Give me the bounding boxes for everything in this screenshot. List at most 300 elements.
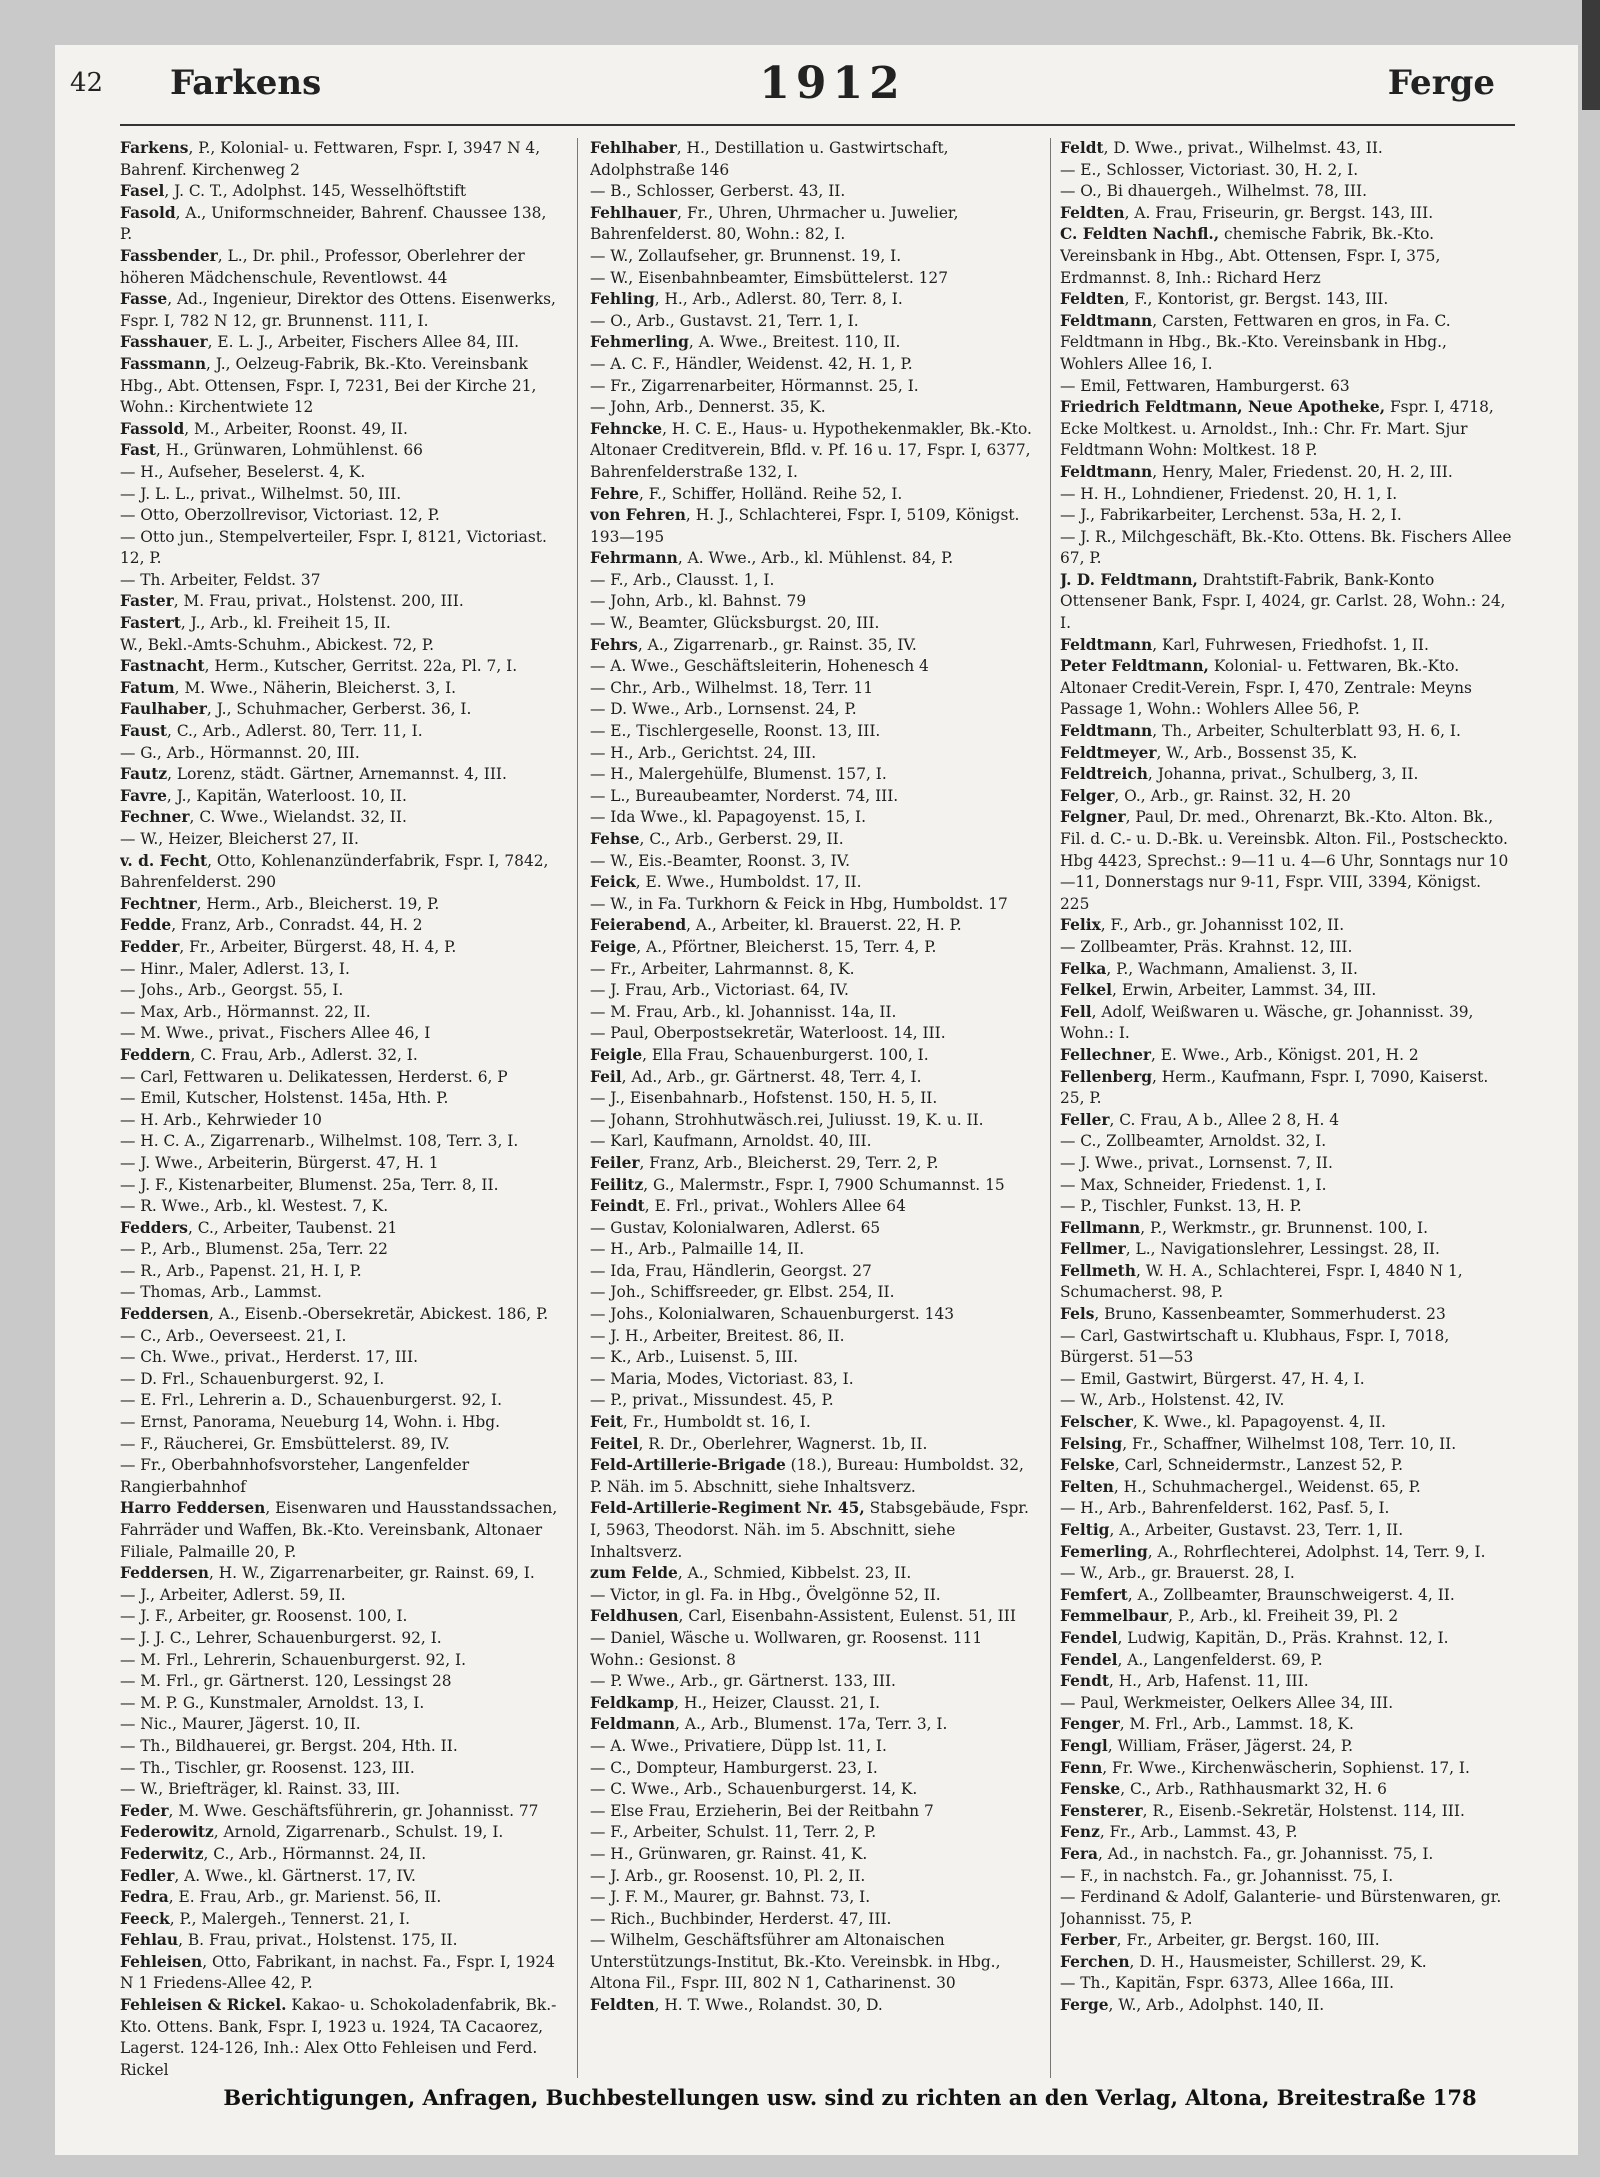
entry-details: — Johs., Arb., Georgst. 55, I. xyxy=(120,981,344,1000)
entry-surname: Fehleisen & Rickel. xyxy=(120,1996,287,2015)
entry-surname: Fedder xyxy=(120,937,180,956)
entry-details: — Carl, Gastwirtschaft u. Klubhaus, Fspr. I, 7018, Bürgerst. 51—53 xyxy=(1060,1326,1450,1367)
entry-details: , M., Arbeiter, Roonst. 49, II. xyxy=(184,419,408,438)
entry-details: — J. F., Arbeiter, gr. Roosenst. 100, I. xyxy=(120,1607,408,1626)
directory-entry xyxy=(120,1196,560,1218)
directory-entry xyxy=(120,699,560,721)
directory-entry xyxy=(590,1563,1040,1585)
directory-entry xyxy=(1060,635,1515,657)
entry-details: — H. Arb., Kehrwieder 10 xyxy=(120,1110,322,1129)
directory-entry xyxy=(590,786,1040,808)
directory-entry xyxy=(120,1218,560,1240)
entry-details: , Fr., Uhren, Uhrmacher u. Juwelier, Bahrenfelderst. 80, Wohn.: 82, I. xyxy=(590,203,959,244)
directory-entry xyxy=(120,851,560,894)
entry-surname: Fedler xyxy=(120,1866,175,1885)
directory-entry xyxy=(1060,484,1515,506)
entry-surname: Felsing xyxy=(1060,1434,1123,1453)
directory-entry xyxy=(590,959,1040,981)
directory-entry xyxy=(590,894,1040,916)
entry-surname: Fehrs xyxy=(590,635,638,654)
entry-details: , Paul, Dr. med., Ohrenarzt, Bk.-Kto. Alton. Bk., Fil. d. C.- u. D.-Bk. u. Vereinsbk. Alton. Fil., Postscheckto. Hbg 4423, Sprechst.: 9—11 u. 4—6 Uhr, Sonntags nur 10—11, Donnerstags nur 9-11, Fspr. VIII, 3394, Königst. 225 xyxy=(1060,808,1509,913)
entry-details: — K., Arb., Luisenst. 5, III. xyxy=(590,1348,799,1367)
directory-entry xyxy=(590,915,1040,937)
entry-details: — C., Dompteur, Hamburgerst. 23, I. xyxy=(590,1758,878,1777)
directory-entry xyxy=(1060,1326,1515,1369)
entry-surname: Feld-Artillerie-Regiment Nr. 45, xyxy=(590,1499,865,1518)
directory-entry xyxy=(1060,786,1515,808)
directory-entry xyxy=(1060,462,1515,484)
entry-details: , Ad., Ingenieur, Direktor des Ottens. Eisenwerks, Fspr. I, 782 N 12, gr. Brunnenst. 111, I. xyxy=(120,290,556,330)
entry-details: , Fr., Schaffner, Wilhelmst 108, Terr. 10, II. xyxy=(1122,1434,1457,1453)
entry-surname: v. d. Fecht xyxy=(120,851,208,870)
entry-details: — R., Arb., Papenst. 21, H. I, P. xyxy=(120,1261,362,1280)
entry-details: — J. Wwe., Arbeiterin, Bürgerst. 47, H. 1 xyxy=(120,1153,439,1172)
entry-surname: Feldtmann xyxy=(1060,462,1153,481)
entry-details: — H., Grünwaren, gr. Rainst. 41, K. xyxy=(590,1844,868,1863)
entry-details: , P., Malergeh., Tennerst. 21, I. xyxy=(169,1909,410,1928)
entry-details: — Fr., Arbeiter, Lahrmannst. 8, K. xyxy=(590,959,855,978)
entry-details: , H., Schuhmachergel., Weidenst. 65, P. xyxy=(1113,1477,1421,1496)
directory-entry xyxy=(120,462,560,484)
entry-details: — Victor, in gl. Fa. in Hbg., Övelgönne 52, II. xyxy=(590,1585,941,1604)
entry-details: — Fr., Zigarrenarbeiter, Hörmannst. 25, I. xyxy=(590,376,919,395)
entry-surname: Felscher xyxy=(1060,1413,1133,1432)
entry-details: — F., in nachstch. Fa., gr. Johannisst. 75, I. xyxy=(1060,1866,1394,1885)
entry-details: chemische Fabrik, Bk.-Kto. Vereinsbank in Hbg., Abt. Ottensen, Fspr. I, 375, Erdmannst. 8, Inh.: Richard Herz xyxy=(1060,225,1441,287)
entry-details: , E. Wwe., Humboldst. 17, II. xyxy=(635,873,862,892)
directory-entry xyxy=(120,1563,560,1585)
entry-details: — H., Aufseher, Beselerst. 4, K. xyxy=(120,462,366,481)
entry-details: , Fr., Humboldt st. 16, I. xyxy=(622,1413,811,1432)
directory-entry xyxy=(590,1693,1040,1715)
entry-details: , D. H., Hausmeister, Schillerst. 29, K. xyxy=(1129,1952,1427,1971)
entry-surname: Feick xyxy=(590,873,636,892)
directory-entry xyxy=(1060,959,1515,981)
entry-surname: Feldkamp xyxy=(590,1693,675,1712)
entry-details: Drahtstift-Fabrik, Bank-Konto Ottensener Bank, Fspr. I, 4024, gr. Carlst. 28, Wohn.: 24, I. xyxy=(1060,570,1506,633)
entry-details: — M. Frl., Lehrerin, Schauenburgerst. 92, I. xyxy=(120,1650,466,1669)
directory-entry xyxy=(590,1606,1040,1628)
directory-entry xyxy=(590,419,1040,484)
entry-details: , A. Wwe., Breitest. 110, II. xyxy=(688,333,901,352)
entry-details: Stabsgebäude, Fspr. I, 5963, Theodorst. Näh. im 5. Abschnitt, siehe Inhaltsverz. xyxy=(590,1499,1029,1561)
entry-surname: Fenger xyxy=(1060,1715,1120,1734)
entry-details: — H., Malergehülfe, Blumenst. 157, I. xyxy=(590,765,887,784)
entry-details: — Ch. Wwe., privat., Herderst. 17, III. xyxy=(120,1348,418,1367)
directory-entry xyxy=(590,872,1040,894)
directory-entry xyxy=(590,484,1040,506)
entry-details: — Johs., Kolonialwaren, Schauenburgerst. 143 xyxy=(590,1305,955,1324)
directory-entry xyxy=(1060,203,1515,225)
entry-details: — H., Arb., Palmaille 14, II. xyxy=(590,1240,805,1259)
directory-entry xyxy=(1060,1650,1515,1672)
entry-details: — Th. Arbeiter, Feldst. 37 xyxy=(120,570,321,589)
entry-details: , W. H. A., Schlachterei, Fspr. I, 4840 N 1, Schumacherst. 98, P. xyxy=(1060,1261,1463,1302)
entry-details: , J. C. T., Adolphst. 145, Wesselhöftstift xyxy=(164,182,466,201)
directory-entry xyxy=(590,1326,1040,1348)
directory-entry xyxy=(590,1369,1040,1391)
entry-details: , C. Wwe., Wielandst. 32, II. xyxy=(189,808,407,827)
directory-entry xyxy=(1060,1196,1515,1218)
entry-details: , A., Schmied, Kibbelst. 23, II. xyxy=(677,1564,912,1583)
directory-entry xyxy=(120,656,560,678)
directory-entry xyxy=(120,570,560,592)
directory-entry xyxy=(1060,1952,1515,1974)
entry-details: — E. Frl., Lehrerin a. D., Schauenburgerst. 92, I. xyxy=(120,1391,502,1410)
entry-details: — Ida Wwe., kl. Papagoyenst. 15, I. xyxy=(590,808,867,827)
entry-details: , P., Arb., kl. Freiheit 39, Pl. 2 xyxy=(1168,1607,1399,1626)
directory-entry xyxy=(120,138,560,181)
directory-entry xyxy=(590,1067,1040,1089)
entry-surname: Fenz xyxy=(1060,1823,1100,1842)
directory-entry xyxy=(120,1347,560,1369)
entry-details: , O., Arb., gr. Rainst. 32, H. 20 xyxy=(1114,786,1351,805)
entry-details: — Emil, Fettwaren, Hamburgerst. 63 xyxy=(1060,376,1350,395)
entry-details: — J. Arb., gr. Roosenst. 10, Pl. 2, II. xyxy=(590,1866,866,1885)
directory-entry xyxy=(120,354,560,419)
entry-details: — O., Bi dhauergeh., Wilhelmst. 78, III. xyxy=(1060,182,1367,201)
entry-details: — Carl, Fettwaren u. Delikatessen, Herderst. 6, P xyxy=(120,1067,508,1086)
directory-entry xyxy=(1060,1844,1515,1866)
entry-details: , Karl, Fuhrwesen, Friedhofst. 1, II. xyxy=(1152,635,1429,654)
entry-details: — Otto jun., Stempelverteiler, Fspr. I, 8121, Victoriast. 12, P. xyxy=(120,527,547,568)
entry-details: — M. Frau, Arb., kl. Johannisst. 14a, II. xyxy=(590,1002,897,1021)
entry-details: — Hinr., Maler, Adlerst. 13, I. xyxy=(120,959,350,978)
entry-details: , Herm., Kaufmann, Fspr. I, 7090, Kaiserst. 25, P. xyxy=(1060,1067,1489,1108)
entry-details: — Max, Arb., Hörmannst. 22, II. xyxy=(120,1002,371,1021)
entry-details: — J., Fabrikarbeiter, Lerchenst. 53a, H. 2, I. xyxy=(1060,506,1402,525)
directory-entry xyxy=(590,699,1040,721)
entry-details: — F., Räucherei, Gr. Emsbüttelerst. 89, IV. xyxy=(120,1434,450,1453)
entry-surname: Fehre xyxy=(590,484,639,503)
directory-entry xyxy=(120,1866,560,1888)
directory-entry xyxy=(1060,1758,1515,1780)
entry-surname: Faster xyxy=(120,592,174,611)
directory-entry xyxy=(1060,1239,1515,1261)
entry-surname: Feilitz xyxy=(590,1175,644,1194)
directory-entry xyxy=(120,1131,560,1153)
directory-entry xyxy=(1060,1218,1515,1240)
directory-entry xyxy=(1060,1973,1515,1995)
entry-surname: Fehmerling xyxy=(590,333,689,352)
directory-entry xyxy=(1060,311,1515,376)
directory-entry xyxy=(1060,807,1515,915)
entry-details: , A., Zigarrenarb., gr. Rainst. 35, IV. xyxy=(637,635,917,654)
entry-details: — W., Arb., gr. Brauerst. 28, I. xyxy=(1060,1564,1295,1583)
directory-entry xyxy=(120,1434,560,1456)
directory-entry xyxy=(1060,1434,1515,1456)
directory-entry xyxy=(120,1758,560,1780)
entry-surname: Fehrmann xyxy=(590,549,678,568)
page-header xyxy=(70,48,1525,118)
entry-surname: Felgner xyxy=(1060,808,1126,827)
directory-entry xyxy=(120,1239,560,1261)
directory-entry xyxy=(120,1779,560,1801)
directory-entry xyxy=(1060,1261,1515,1304)
entry-details: , Adolf, Weißwaren u. Wäsche, gr. Johannisst. 39, Wohn.: I. xyxy=(1060,1002,1474,1043)
directory-entry xyxy=(1060,1671,1515,1693)
entry-details: , K. Wwe., kl. Papagoyenst. 4, II. xyxy=(1132,1413,1386,1432)
entry-details: — M. P. G., Kunstmaler, Arnoldst. 13, I. xyxy=(120,1693,425,1712)
entry-surname: Fellechner xyxy=(1060,1045,1152,1064)
entry-details: , Ad., Arb., gr. Gärtnerst. 48, Terr. 4, I. xyxy=(621,1067,922,1086)
directory-entry xyxy=(1060,505,1515,527)
entry-surname: Feldten xyxy=(1060,203,1125,222)
directory-entry xyxy=(590,1196,1040,1218)
directory-entry xyxy=(1060,1455,1515,1477)
directory-entry xyxy=(120,786,560,808)
entry-surname: Feddersen xyxy=(120,1564,209,1583)
entry-surname: Fedde xyxy=(120,916,172,935)
entry-surname: Feld-Artillerie-Brigade xyxy=(590,1456,786,1475)
entry-details: , A., Zollbeamter, Braunschweigerst. 4, II. xyxy=(1127,1585,1455,1604)
directory-entry xyxy=(120,1369,560,1391)
directory-entry xyxy=(120,1693,560,1715)
entry-details: , Otto, Kohlenanzünderfabrik, Fspr. I, 7842, Bahrenfelderst. 290 xyxy=(120,851,549,892)
entry-details: — Maria, Modes, Victoriast. 83, I. xyxy=(590,1369,854,1388)
directory-entry xyxy=(1060,1866,1515,1888)
entry-details: , P., Wachmann, Amalienst. 3, II. xyxy=(1106,959,1358,978)
directory-entry xyxy=(120,591,560,613)
entry-details: — A. C. F., Händler, Weidenst. 42, H. 1, P. xyxy=(590,354,913,373)
entry-details: — J. J. C., Lehrer, Schauenburgerst. 92, I. xyxy=(120,1628,442,1647)
directory-entry xyxy=(120,1110,560,1132)
entry-details: , A., Arbeiter, kl. Brauerst. 22, H. P. xyxy=(686,916,962,935)
directory-entry xyxy=(120,1822,560,1844)
directory-entry xyxy=(1060,1390,1515,1412)
directory-entry xyxy=(120,203,560,246)
directory-entry xyxy=(120,289,560,332)
entry-details: — Joh., Schiffsreeder, gr. Elbst. 254, II. xyxy=(590,1283,895,1302)
directory-entry xyxy=(120,764,560,786)
entry-surname: Fasold xyxy=(120,203,176,222)
entry-details: — F., Arbeiter, Schulst. 11, Terr. 2, P. xyxy=(590,1823,877,1842)
entry-details: , W., Arb., Adolphst. 140, II. xyxy=(1108,1996,1325,2015)
entry-details: — Else Frau, Erzieherin, Bei der Reitbahn 7 xyxy=(590,1801,934,1820)
directory-entry xyxy=(590,376,1040,398)
directory-entry xyxy=(590,397,1040,419)
entry-surname: Fedra xyxy=(120,1888,169,1907)
directory-entry xyxy=(120,721,560,743)
entry-surname: Femerling xyxy=(1060,1542,1148,1561)
directory-entry xyxy=(1060,656,1515,721)
directory-entry xyxy=(1060,743,1515,765)
directory-entry xyxy=(590,1110,1040,1132)
directory-entry xyxy=(1060,1498,1515,1520)
directory-entry xyxy=(1060,1369,1515,1391)
directory-entry xyxy=(1060,764,1515,786)
directory-entry xyxy=(590,743,1040,765)
entry-details: , Otto, Fabrikant, in nachst. Fa., Fspr. I, 1924 N 1 Friedens-Allee 42, P. xyxy=(120,1952,555,1993)
entry-details: — C., Zollbeamter, Arnoldst. 32, I. xyxy=(1060,1132,1327,1151)
entry-details: , H., Destillation u. Gastwirtschaft, Adolphstraße 146 xyxy=(590,139,949,179)
entry-details: , A., Uniformschneider, Bahrenf. Chaussee 138, P. xyxy=(120,203,547,244)
directory-entry xyxy=(120,181,560,203)
entry-details: — J. Wwe., privat., Lornsenst. 7, II. xyxy=(1060,1153,1333,1172)
directory-entry xyxy=(590,1304,1040,1326)
directory-entry xyxy=(590,1347,1040,1369)
directory-entry xyxy=(590,937,1040,959)
directory-entry xyxy=(1060,527,1515,570)
directory-entry xyxy=(120,1585,560,1607)
directory-entry xyxy=(590,1023,1040,1045)
entry-details: , J., Kapitän, Waterloost. 10, II. xyxy=(166,786,407,805)
entry-surname: Faulhaber xyxy=(120,700,207,719)
directory-entry xyxy=(1060,980,1515,1002)
directory-entry xyxy=(120,1412,560,1434)
directory-entry xyxy=(1060,1304,1515,1326)
entry-details: — Nic., Maurer, Jägerst. 10, II. xyxy=(120,1715,361,1734)
entry-details: — J. F. M., Maurer, gr. Bahnst. 73, I. xyxy=(590,1888,871,1907)
directory-entry xyxy=(590,1218,1040,1240)
entry-details: — P., Tischler, Funkst. 13, H. P. xyxy=(1060,1197,1302,1216)
entry-surname: Feldhusen xyxy=(590,1607,679,1626)
entry-details: , J., Schuhmacher, Gerberst. 36, I. xyxy=(206,700,472,719)
directory-entry xyxy=(120,1714,560,1736)
entry-details: — Wilhelm, Geschäftsführer am Altonaischen Unterstützungs-Institut, Bk.-Kto. Vereinsbk. in Hbg., Altona Fil., Fspr. III, 802 N 1, Catharinenst. 30 xyxy=(590,1931,1001,1993)
entry-details: , C. Frau, A b., Allee 2 8, H. 4 xyxy=(1109,1110,1340,1129)
directory-entry xyxy=(590,311,1040,333)
entry-details: , H. W., Zigarrenarbeiter, gr. Rainst. 69, I. xyxy=(208,1564,535,1583)
directory-entry xyxy=(590,678,1040,700)
entry-details: , J., Oelzeug-Fabrik, Bk.-Kto. Vereinsbank Hbg., Abt. Ottensen, Fspr. I, 7231, Bei der Kirche 21, Wohn.: Kirchentwiete 12 xyxy=(120,354,537,417)
entry-surname: Fautz xyxy=(120,765,168,784)
entry-details: — Johann, Strohhutwäsch.rei, Juliusst. 19, K. u. II. xyxy=(590,1110,984,1129)
entry-surname: Farkens xyxy=(120,139,189,157)
entry-details: , Franz, Arb., Bleicherst. 29, Terr. 2, P. xyxy=(639,1153,939,1172)
directory-entry xyxy=(590,807,1040,829)
entry-details: , L., Dr. phil., Professor, Oberlehrer der höheren Mädchenschule, Reventlowst. 44 xyxy=(120,246,525,287)
entry-details: , C., Arb., Adlerst. 80, Terr. 11, I. xyxy=(167,722,423,741)
directory-entry xyxy=(590,1175,1040,1197)
directory-entry xyxy=(590,246,1040,268)
directory-entry xyxy=(120,1671,560,1693)
entry-surname: Fast xyxy=(120,441,156,460)
directory-entry xyxy=(120,1952,560,1995)
directory-entry xyxy=(590,570,1040,592)
directory-entry xyxy=(590,1866,1040,1888)
entry-details: , Johanna, privat., Schulberg, 3, II. xyxy=(1147,765,1419,784)
directory-entry xyxy=(120,959,560,981)
entry-details: — D. Frl., Schauenburgerst. 92, I. xyxy=(120,1369,385,1388)
entry-surname: Feldtmann xyxy=(1060,635,1153,654)
directory-entry xyxy=(590,1239,1040,1261)
entry-details: , D. Wwe., privat., Wilhelmst. 43, II. xyxy=(1103,139,1383,157)
entry-surname: Feiler xyxy=(590,1153,640,1172)
entry-surname: Felka xyxy=(1060,959,1107,978)
entry-details: — J. R., Milchgeschäft, Bk.-Kto. Ottens. Bk. Fischers Allee 67, P. xyxy=(1060,527,1512,568)
entry-details: — L., Bureaubeamter, Norderst. 74, III. xyxy=(590,786,899,805)
entry-surname: Fasshauer xyxy=(120,333,208,352)
directory-entry xyxy=(590,613,1040,635)
entry-details: — O., Arb., Gustavst. 21, Terr. 1, I. xyxy=(590,311,859,330)
entry-surname: Fendel xyxy=(1060,1650,1118,1669)
entry-details: , A. Wwe., kl. Gärtnerst. 17, IV. xyxy=(174,1866,416,1885)
entry-details: , F., Schiffer, Holländ. Reihe 52, I. xyxy=(638,484,903,503)
entry-surname: Fedders xyxy=(120,1218,188,1237)
directory-entry xyxy=(120,1023,560,1045)
entry-details: — Th., Tischler, gr. Roosenst. 123, III. xyxy=(120,1758,415,1777)
entry-surname: Fehling xyxy=(590,290,655,309)
directory-entry xyxy=(1060,1520,1515,1542)
directory-entry xyxy=(1060,1477,1515,1499)
entry-details: — M. Frl., gr. Gärtnerst. 120, Lessingst 28 xyxy=(120,1672,452,1691)
entry-details: — Daniel, Wäsche u. Wollwaren, gr. Roosenst. 111 Wohn.: Gesionst. 8 xyxy=(590,1628,983,1669)
entry-details: , M. Wwe., Näherin, Bleicherst. 3, I. xyxy=(174,678,457,697)
entry-details: — C., Arb., Oeverseest. 21, I. xyxy=(120,1326,347,1345)
directory-entry xyxy=(590,829,1040,851)
entry-details: , C., Arb., Hörmannst. 24, II. xyxy=(203,1844,427,1863)
directory-entry xyxy=(1060,160,1515,182)
entry-details: , A. Frau, Friseurin, gr. Bergst. 143, III. xyxy=(1124,203,1434,222)
directory-entry xyxy=(120,1909,560,1931)
directory-entry xyxy=(1060,181,1515,203)
entry-details: W., Bekl.-Amts-Schuhm., Abickest. 72, P. xyxy=(120,635,435,654)
directory-entry xyxy=(1060,289,1515,311)
directory-entry xyxy=(120,332,560,354)
entry-surname: Favre xyxy=(120,786,167,805)
entry-details: — J. L. L., privat., Wilhelmst. 50, III. xyxy=(120,484,402,503)
entry-details: — W., Eisenbahnbeamter, Eimsbüttelerst. 127 xyxy=(590,268,949,287)
entry-surname: Fehncke xyxy=(590,419,663,438)
entry-details: (18.), Bureau: Humboldst. 32, P. Näh. im 5. Abschnitt, siehe Inhaltsverz. xyxy=(590,1456,1024,1496)
entry-details: , A. Wwe., Arb., kl. Mühlenst. 84, P. xyxy=(677,549,954,568)
entry-surname: Feltig xyxy=(1060,1521,1110,1539)
entry-details: Kakao- u. Schokoladenfabrik, Bk.-Kto. Ottens. Bank, Fspr. I, 1923 u. 1924, TA Cacaorez, Lagerst. 124-126, Inh.: Alex Otto Fehleisen und Ferd. Rickel xyxy=(120,1996,557,2078)
entry-surname: Feldt xyxy=(1060,139,1104,157)
entry-surname: Feddern xyxy=(120,1045,191,1064)
entry-surname: Fehleisen xyxy=(120,1952,203,1971)
directory-entry xyxy=(590,1261,1040,1283)
entry-surname: Fatum xyxy=(120,678,175,697)
directory-entry xyxy=(590,203,1040,246)
directory-entry xyxy=(590,181,1040,203)
entry-details: — Th., Bildhauerei, gr. Bergst. 204, Hth. II. xyxy=(120,1736,458,1755)
entry-surname: Peter Feldtmann, xyxy=(1060,657,1209,676)
entry-details: , H. C. E., Haus- u. Hypothekenmakler, Bk.-Kto. Altonaer Creditverein, Bfld. v. Pf. 16 u. 17, Fspr. I, 6377, Bahrenfelderstraße 132, I. xyxy=(590,419,1032,481)
directory-entry xyxy=(120,1887,560,1909)
directory-entry xyxy=(590,1455,1040,1498)
directory-entry xyxy=(120,527,560,570)
entry-details: , W., Arb., Bossenst 35, K. xyxy=(1156,743,1358,762)
entry-surname: Feldtmeyer xyxy=(1060,743,1157,762)
entry-details: , M. Frau, privat., Holstenst. 200, III. xyxy=(173,592,464,611)
entry-details: — W., Heizer, Bleicherst 27, II. xyxy=(120,830,359,848)
entry-surname: Feder xyxy=(120,1801,169,1820)
entry-details: — A. Wwe., Privatiere, Düpp lst. 11, I. xyxy=(590,1736,887,1755)
directory-entry xyxy=(1060,1045,1515,1067)
directory-entry xyxy=(120,1628,560,1650)
directory-entry xyxy=(590,1909,1040,1931)
year-title: 1912 xyxy=(759,57,906,109)
entry-surname: Fastert xyxy=(120,614,181,633)
entry-details: — Ernst, Panorama, Neueburg 14, Wohn. i. Hbg. xyxy=(120,1413,500,1432)
entry-details: Kolonial- u. Fettwaren, Bk.-Kto. Altonaer Credit-Verein, Fspr. I, 470, Zentrale: Meyns Passage 1, Wohn.: Wohlers Allee 56, P. xyxy=(1060,657,1472,719)
entry-details: , H., Heizer, Clausst. 21, I. xyxy=(674,1693,881,1712)
entry-details: , Th., Arbeiter, Schulterblatt 93, H. 6, I. xyxy=(1152,722,1461,741)
directory-entry xyxy=(1060,1110,1515,1132)
entry-details: — H., Arb., Gerichtst. 24, III. xyxy=(590,743,817,762)
entry-details: — Ferdinand & Adolf, Galanterie- und Bürstenwaren, gr. Johannisst. 75, P. xyxy=(1060,1888,1502,1928)
directory-entry xyxy=(590,721,1040,743)
directory-entry xyxy=(120,1455,560,1498)
entry-details: — W., Beamter, Glücksburgst. 20, III. xyxy=(590,614,880,633)
entry-details: , Lorenz, städt. Gärtner, Arnemannst. 4, III. xyxy=(167,765,507,784)
entry-details: — H., Arb., Bahrenfelderst. 162, Pasf. 5, I. xyxy=(1060,1499,1390,1518)
entry-details: , F., Arb., gr. Johannisst 102, II. xyxy=(1100,916,1345,935)
entry-details: — John, Arb., Dennerst. 35, K. xyxy=(590,398,826,417)
entry-surname: Feldtreich xyxy=(1060,765,1148,784)
